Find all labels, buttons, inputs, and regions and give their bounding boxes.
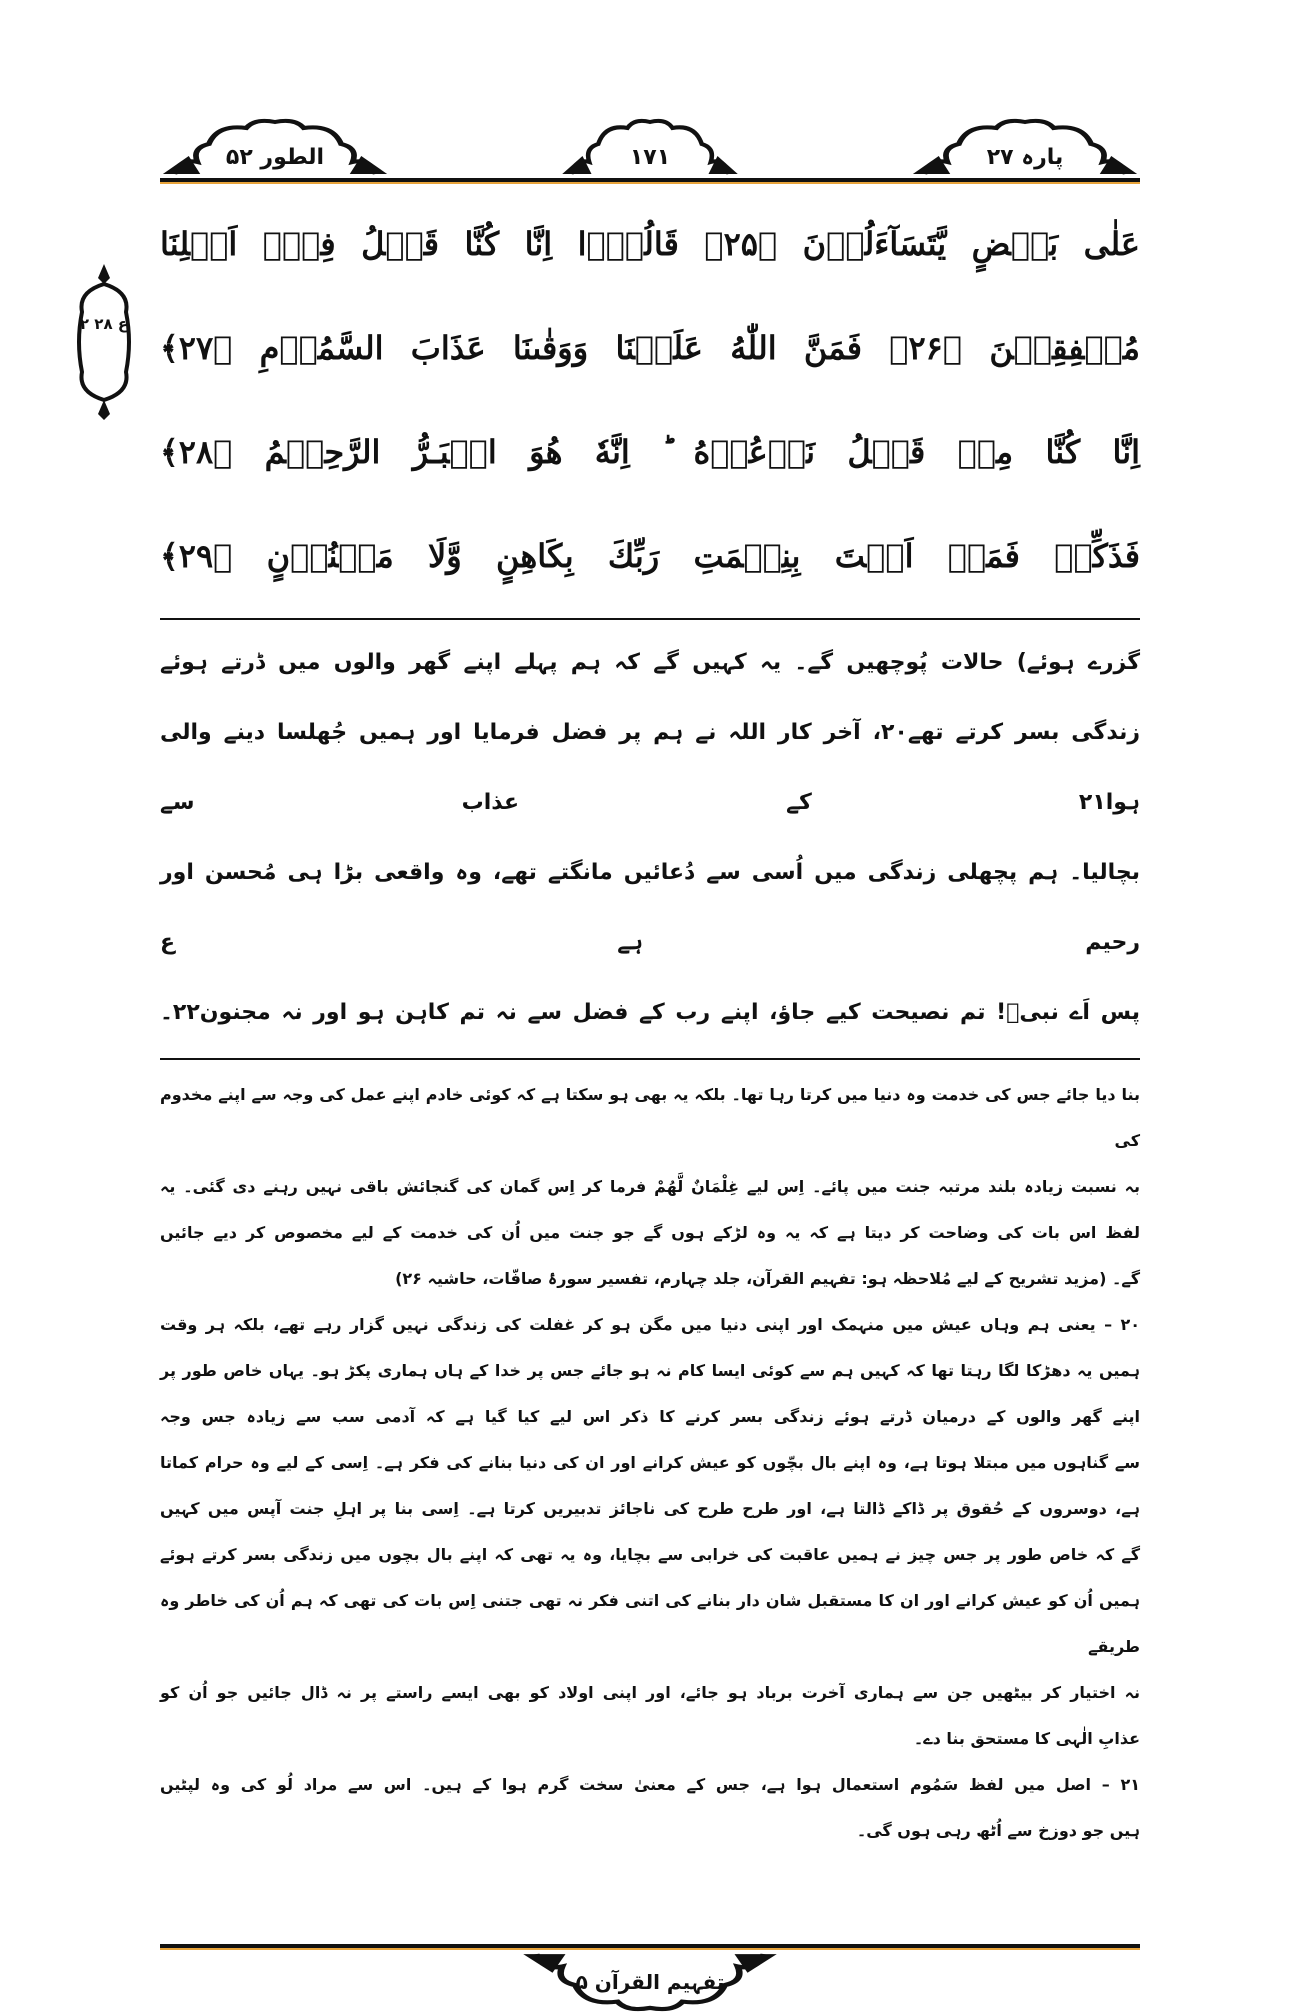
para-number: پارہ ۲۷: [986, 145, 1064, 170]
translation-line: گزرے ہوئے) حالات پُوچھیں گے۔ یہ کہیں گے کہ ہم پہلے اپنے گھر والوں میں ڈرتے ہوئے: [160, 650, 1140, 675]
commentary-line: بہ نسبت زیادہ بلند مرتبہ جنت میں پائے۔ اِس لیے غِلْمَانٌ لَّهُمْ فرما کر اِس گمان کی گنجائش باقی نہیں رہنے دی گئی۔ یہ: [160, 1177, 1140, 1196]
commentary-line: ہے، دوسروں کے حُقوق پر ڈاکے ڈالتا ہے، اور طرح طرح کی ناجائز تدبیریں کرتا ہے۔ اِسی بنا پر اہلِ جنت آپس میں کہیں: [160, 1499, 1140, 1518]
translation-line: بچالیا۔ ہم پچھلی زندگی میں اُسی سے دُعائیں مانگتے تھے، وہ واقعی بڑا ہی مُحسن اور رحیم ہے ع: [160, 860, 1140, 955]
verse-line: فَذَكِّرۡ فَمَاۤ اَنۡتَ بِنِعۡمَتِ رَبِّكَ بِكَاهِنٍ وَّلَا مَجۡنُوۡنٍ ﴿۲۹﴾: [160, 537, 1140, 575]
commentary-line: سے گناہوں میں مبتلا ہوتا ہے، وہ اپنے بال بچّوں کو عیش کرانے اور ان کی دنیا بنانے کی فکر ہے۔ اِسی کے لیے وہ حرام کماتا: [160, 1453, 1140, 1472]
footnote-21-line: ۲۱ – اصل میں لفظ سَمُوم استعمال ہوا ہے، جس کے معنیٰ سخت گرم ہوا کے ہیں۔ اس سے مراد لُو کی وہ لپٹیں: [160, 1775, 1140, 1794]
commentary-line: لفظ اس بات کی وضاحت کر دیتا ہے کہ یہ وہ لڑکے ہوں گے جو جنت میں اُن کی خدمت کے لیے مخصوص کر دیے جائیں: [160, 1223, 1140, 1242]
commentary-line: ہمیں اُن کو عیش کرانے اور ان کا مستقبل شان دار بنانے کی اتنی فکر نہ تھی جتنی اِس بات کی تھی کہ ہم اُن کی خاطر وہ طریقے: [160, 1591, 1140, 1656]
translation-line: پس اَے نبیؐ! تم نصیحت کیے جاؤ، اپنے رب کے فضل سے نہ تم کاہن ہو اور نہ مجنون۲۲۔: [160, 1000, 1140, 1025]
verse-line: عَلٰى بَعۡضٍ يَّتَسَآءَلُوۡنَ ﴿۲۵﴾ قَالُوۡۤا اِنَّا كُنَّا قَبۡلُ فِىۡۤ اَهۡلِنَا: [160, 225, 1141, 263]
commentary: [160, 1060, 1140, 1944]
translation-line: زندگی بسر کرتے تھے۲۰، آخر کار اللہ نے ہم پر فضل فرمایا اور ہمیں جُھلسا دینے والی ہوا۲۱ کے عذاب سے: [160, 720, 1140, 815]
para-cartouche: [910, 118, 1140, 176]
ruku-text: ع ۲۸ ۲: [79, 315, 129, 333]
ruku-ornament-icon: [74, 262, 134, 422]
urdu-translation: [160, 620, 1140, 1058]
surah-name: الطور ۵۲: [225, 145, 325, 170]
footer-title: تفہیم القرآن ۵: [575, 1970, 725, 1994]
commentary-line: گے کہ خاص طور پر جس چیز نے ہمیں عاقبت کی خرابی سے بچایا، وہ یہ تھی کہ اپنے بال بچوں میں زندگی بسر کرتے ہوئے: [160, 1545, 1140, 1564]
surah-cartouche: [160, 118, 390, 176]
page-number-cartouche: [560, 118, 740, 176]
page-header: [160, 118, 1140, 178]
commentary-line: نہ اختیار کر بیٹھیں جن سے ہماری آخرت برباد ہو جائے، اور اپنی اولاد کو بھی ایسے راستے پر نہ ڈال جائیں جو اُن کو: [160, 1683, 1140, 1702]
commentary-line: اپنے گھر والوں کے درمیان ڈرتے ہوئے زندگی بسر کرنے کا ذکر اس لیے کیا گیا ہے کہ آدمی سب سے زیادہ جس وجہ: [160, 1407, 1141, 1426]
commentary-line: بنا دیا جائے جس کی خدمت وہ دنیا میں کرتا رہا تھا۔ بلکہ یہ بھی ہو سکتا ہے کہ کوئی خادم اپنے عمل کی وجہ سے اپنے مخدوم کی: [160, 1085, 1141, 1150]
footer-divider: [160, 1944, 1140, 1950]
ruku-marker: [74, 262, 134, 422]
verse-line: اِنَّا كُنَّا مِنۡ قَبۡلُ نَدۡعُوۡهُ ؕ اِنَّهٗ هُوَ الۡبَـرُّ الرَّحِيۡمُ ﴿۲۸﴾: [160, 433, 1140, 471]
verse-line: مُشۡفِقِيۡنَ ﴿۲۶﴾ فَمَنَّ اللّٰهُ عَلَيۡنَا وَوَقٰٮنَا عَذَابَ السَّمُوۡمِ ﴿۲۷﴾: [160, 329, 1141, 367]
commentary-line: ہمیں یہ دھڑکا لگا رہتا تھا کہ کہیں ہم سے کوئی ایسا کام نہ ہو جائے جس پر خدا کے ہاں ہماری پکڑ ہو۔ یہاں خاص طور پر: [160, 1361, 1140, 1380]
commentary-line: ہیں جو دوزخ سے اُٹھ رہی ہوں گی۔: [856, 1821, 1140, 1840]
quran-verses: [160, 184, 1140, 618]
footnote-20-line: ۲۰ – یعنی ہم وہاں عیش میں منہمک اور اپنی دنیا میں مگن ہو کر غفلت کی زندگی نہیں گزار رہے تھے، بلکہ ہر وقت: [160, 1315, 1141, 1334]
commentary-line: عذابِ الٰہی کا مستحق بنا دے۔: [913, 1729, 1140, 1748]
page-footer: [520, 1952, 780, 2012]
commentary-line: گے۔ (مزید تشریح کے لیے مُلاحظہ ہو: تفہیم القرآن، جلد چہارم، تفسیر سورۂ صافّات، حاشیہ ۲۶): [395, 1269, 1140, 1288]
page: [79, 0, 1141, 2012]
page-number: ۱۷۱: [629, 145, 671, 170]
